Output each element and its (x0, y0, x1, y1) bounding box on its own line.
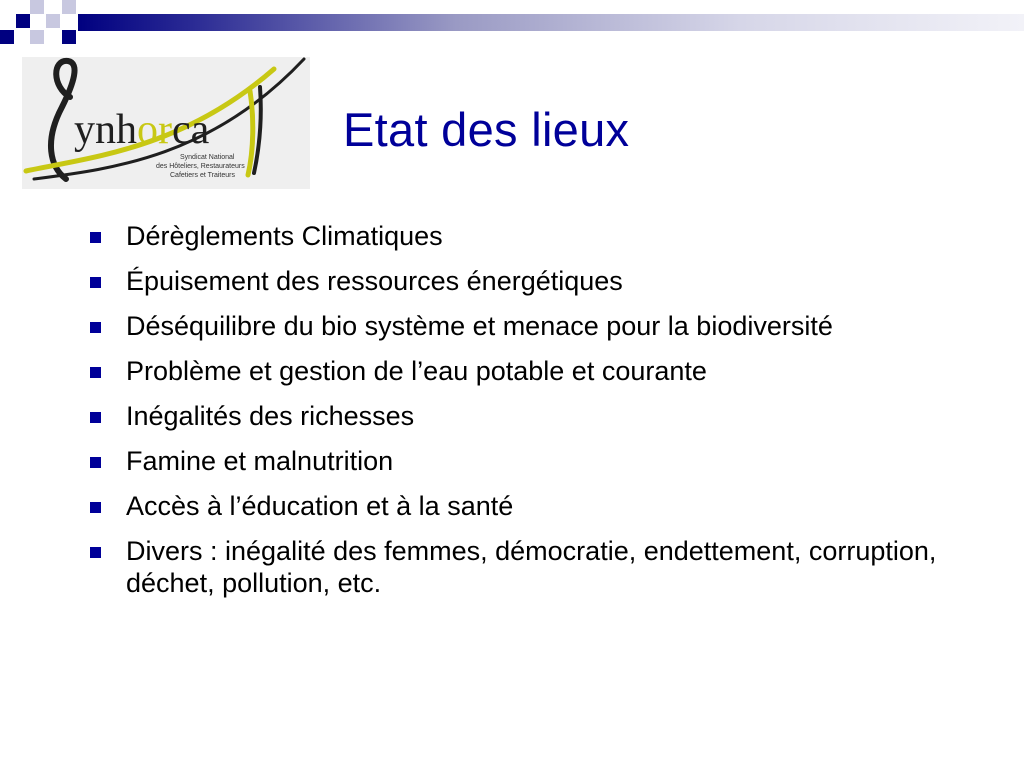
bullet-item (88, 400, 1008, 432)
logo-text (74, 107, 210, 153)
square-bullet-icon (90, 232, 101, 243)
bullet-text: Épuisement des ressources énergétiques (126, 266, 623, 296)
slide-title: Etat des lieux (343, 103, 630, 156)
bullet-text: Famine et malnutrition (126, 446, 394, 476)
bullet-item (88, 355, 1008, 387)
bullet-list (88, 220, 1008, 612)
square-bullet-icon (90, 412, 101, 423)
square-bullet-icon (90, 277, 101, 288)
square-bullet-icon (90, 367, 101, 378)
square-bullet-icon (90, 457, 101, 468)
decorative-squares (0, 0, 1024, 44)
logo-part-1: ynh (74, 107, 137, 153)
bullet-item (88, 310, 1008, 342)
bullet-text: Déséquilibre du bio système et menace pour la biodiversité (126, 311, 833, 341)
bullet-item (88, 265, 1008, 297)
synhorcat-logo (22, 57, 310, 189)
logo-image (22, 57, 310, 189)
top-gradient-band (0, 0, 1024, 44)
bullet-text: Divers : inégalité des femmes, démocratie, endettement, corruption, déchet, pollution, etc. (126, 536, 937, 598)
logo-tagline-line-2: des Hôteliers, Restaurateurs (156, 163, 245, 170)
logo-part-2: or (137, 107, 172, 153)
square-bullet-icon (90, 547, 101, 558)
logo-tagline-line-1: Syndicat National (180, 154, 235, 161)
square-bullet-icon (90, 502, 101, 513)
logo-tagline-line-3: Cafetiers et Traiteurs (170, 172, 235, 179)
bullet-text: Problème et gestion de l’eau potable et courante (126, 356, 707, 386)
square-bullet-icon (90, 322, 101, 333)
bullet-item (88, 535, 1008, 599)
bullet-text: Inégalités des richesses (126, 401, 415, 431)
bullet-text: Dérèglements Climatiques (126, 221, 443, 251)
bullet-text: Accès à l’éducation et à la santé (126, 491, 514, 521)
bullet-item (88, 220, 1008, 252)
bullet-item (88, 490, 1008, 522)
bullet-item (88, 445, 1008, 477)
logo-part-3: ca (172, 107, 210, 153)
